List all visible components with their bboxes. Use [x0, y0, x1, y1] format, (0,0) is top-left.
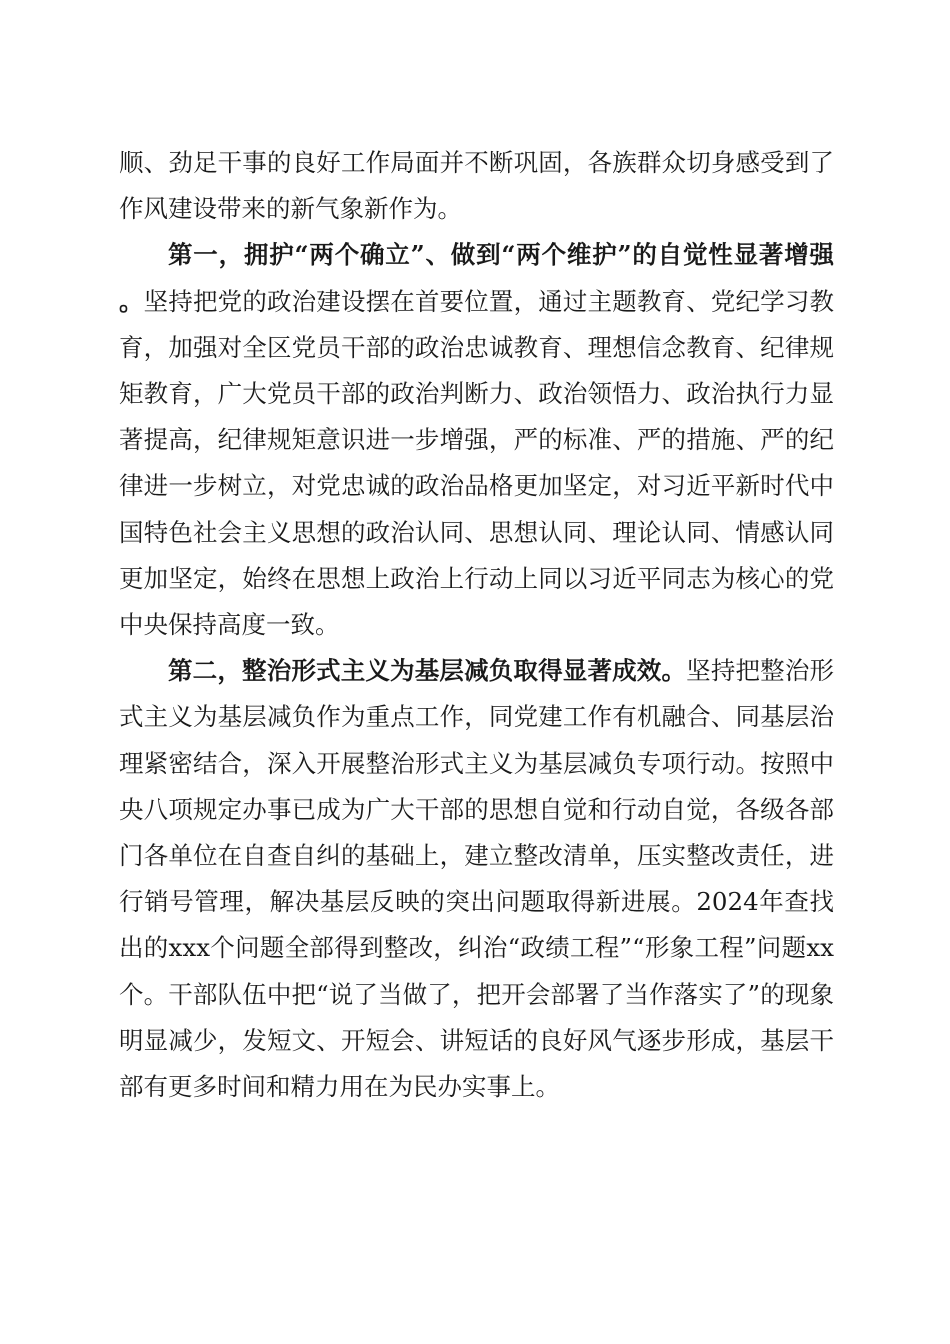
- paragraph-text: 顺、劲足干事的良好工作局面并不断巩固，各族群众切身感受到了作风建设带来的新气象新作为。: [119, 148, 834, 224]
- body-text: [119, 140, 834, 1110]
- paragraph-second-point: [119, 648, 834, 1110]
- paragraph-heading: 第一，拥护“两个确立”、做到“两个维护”的自觉性显著增强。: [119, 240, 834, 316]
- paragraph-continuation: [119, 140, 834, 232]
- paragraph-first-point: [119, 232, 834, 648]
- paragraph-text: 坚持把党的政治建设摆在首要位置，通过主题教育、党纪学习教育，加强对全区党员干部的政治忠诚教育、理想信念教育、纪律规矩教育，广大党员干部的政治判断力、政治领悟力、政治执行力显著提高，纪律规矩意识进一步增强，严的标准、严的措施、严的纪律进一步树立，对党忠诚的政治品格更加坚定，对习近平新时代中国特色社会主义思想的政治认同、思想认同、理论认同、情感认同更加坚定，始终在思想上政治上行动上同以习近平同志为核心的党中央保持高度一致。: [119, 286, 835, 640]
- paragraph-heading: 第二，整治形式主义为基层减负取得显著成效。: [168, 656, 687, 686]
- paragraph-text: 坚持把整治形式主义为基层减负作为重点工作，同党建工作有机融合、同基层治理紧密结合，深入开展整治形式主义为基层减负专项行动。按照中央八项规定办事已成为广大干部的思想自觉和行动自觉，各级各部门各单位在自查自纠的基础上，建立整改清单，压实整改责任，进行销号管理，解决基层反映的突出问题取得新进展。2024年查找出的xxx个问题全部得到整改，纠治“政绩工程”“形象工程”问题xx个。干部队伍中把“说了当做了，把开会部署了当作落实了”的现象明显减少，发短文、开短会、讲短话的良好风气逐步形成，基层干部有更多时间和精力用在为民办实事上。: [119, 656, 835, 1102]
